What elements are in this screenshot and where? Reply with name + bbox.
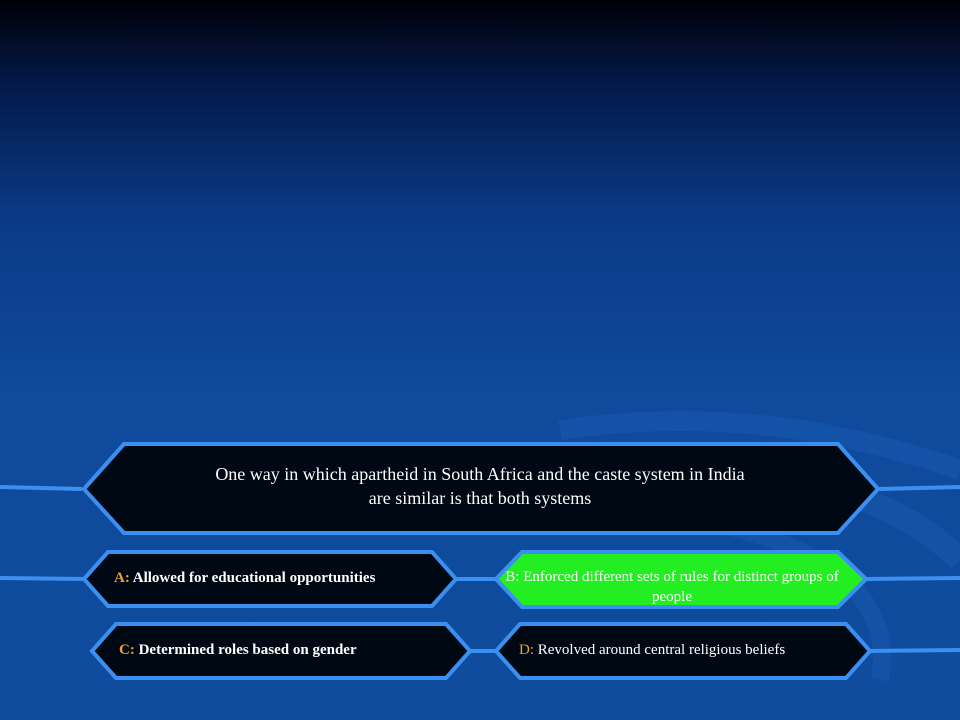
- question-text: [150, 462, 810, 510]
- answer-a[interactable]: [114, 568, 375, 588]
- answer-row1-right-line: [866, 578, 960, 579]
- answer-b-text: Enforced different sets of rules for distinct groups of people: [523, 569, 839, 605]
- answer-row1-left-line: [0, 578, 84, 579]
- question-right-line: [878, 487, 960, 489]
- answer-d[interactable]: [519, 640, 785, 660]
- answer-a-text: Allowed for educational opportunities: [132, 570, 376, 586]
- question-line-2: are similar is that both systems: [368, 488, 592, 508]
- answer-c[interactable]: [119, 640, 357, 660]
- answer-c-letter: C:: [119, 642, 135, 658]
- answer-a-letter: A:: [114, 570, 130, 586]
- answer-b[interactable]: [498, 567, 846, 607]
- question-line-1: One way in which apartheid in South Africa and the caste system in India: [215, 464, 745, 484]
- question-left-line: [0, 487, 82, 489]
- answer-row2-right-line: [870, 650, 960, 651]
- answer-c-text: Determined roles based on gender: [138, 642, 357, 658]
- answer-d-text: Revolved around central religious beliefs: [537, 642, 786, 658]
- answer-d-letter: D:: [519, 642, 534, 658]
- answer-b-letter: B:: [505, 569, 520, 585]
